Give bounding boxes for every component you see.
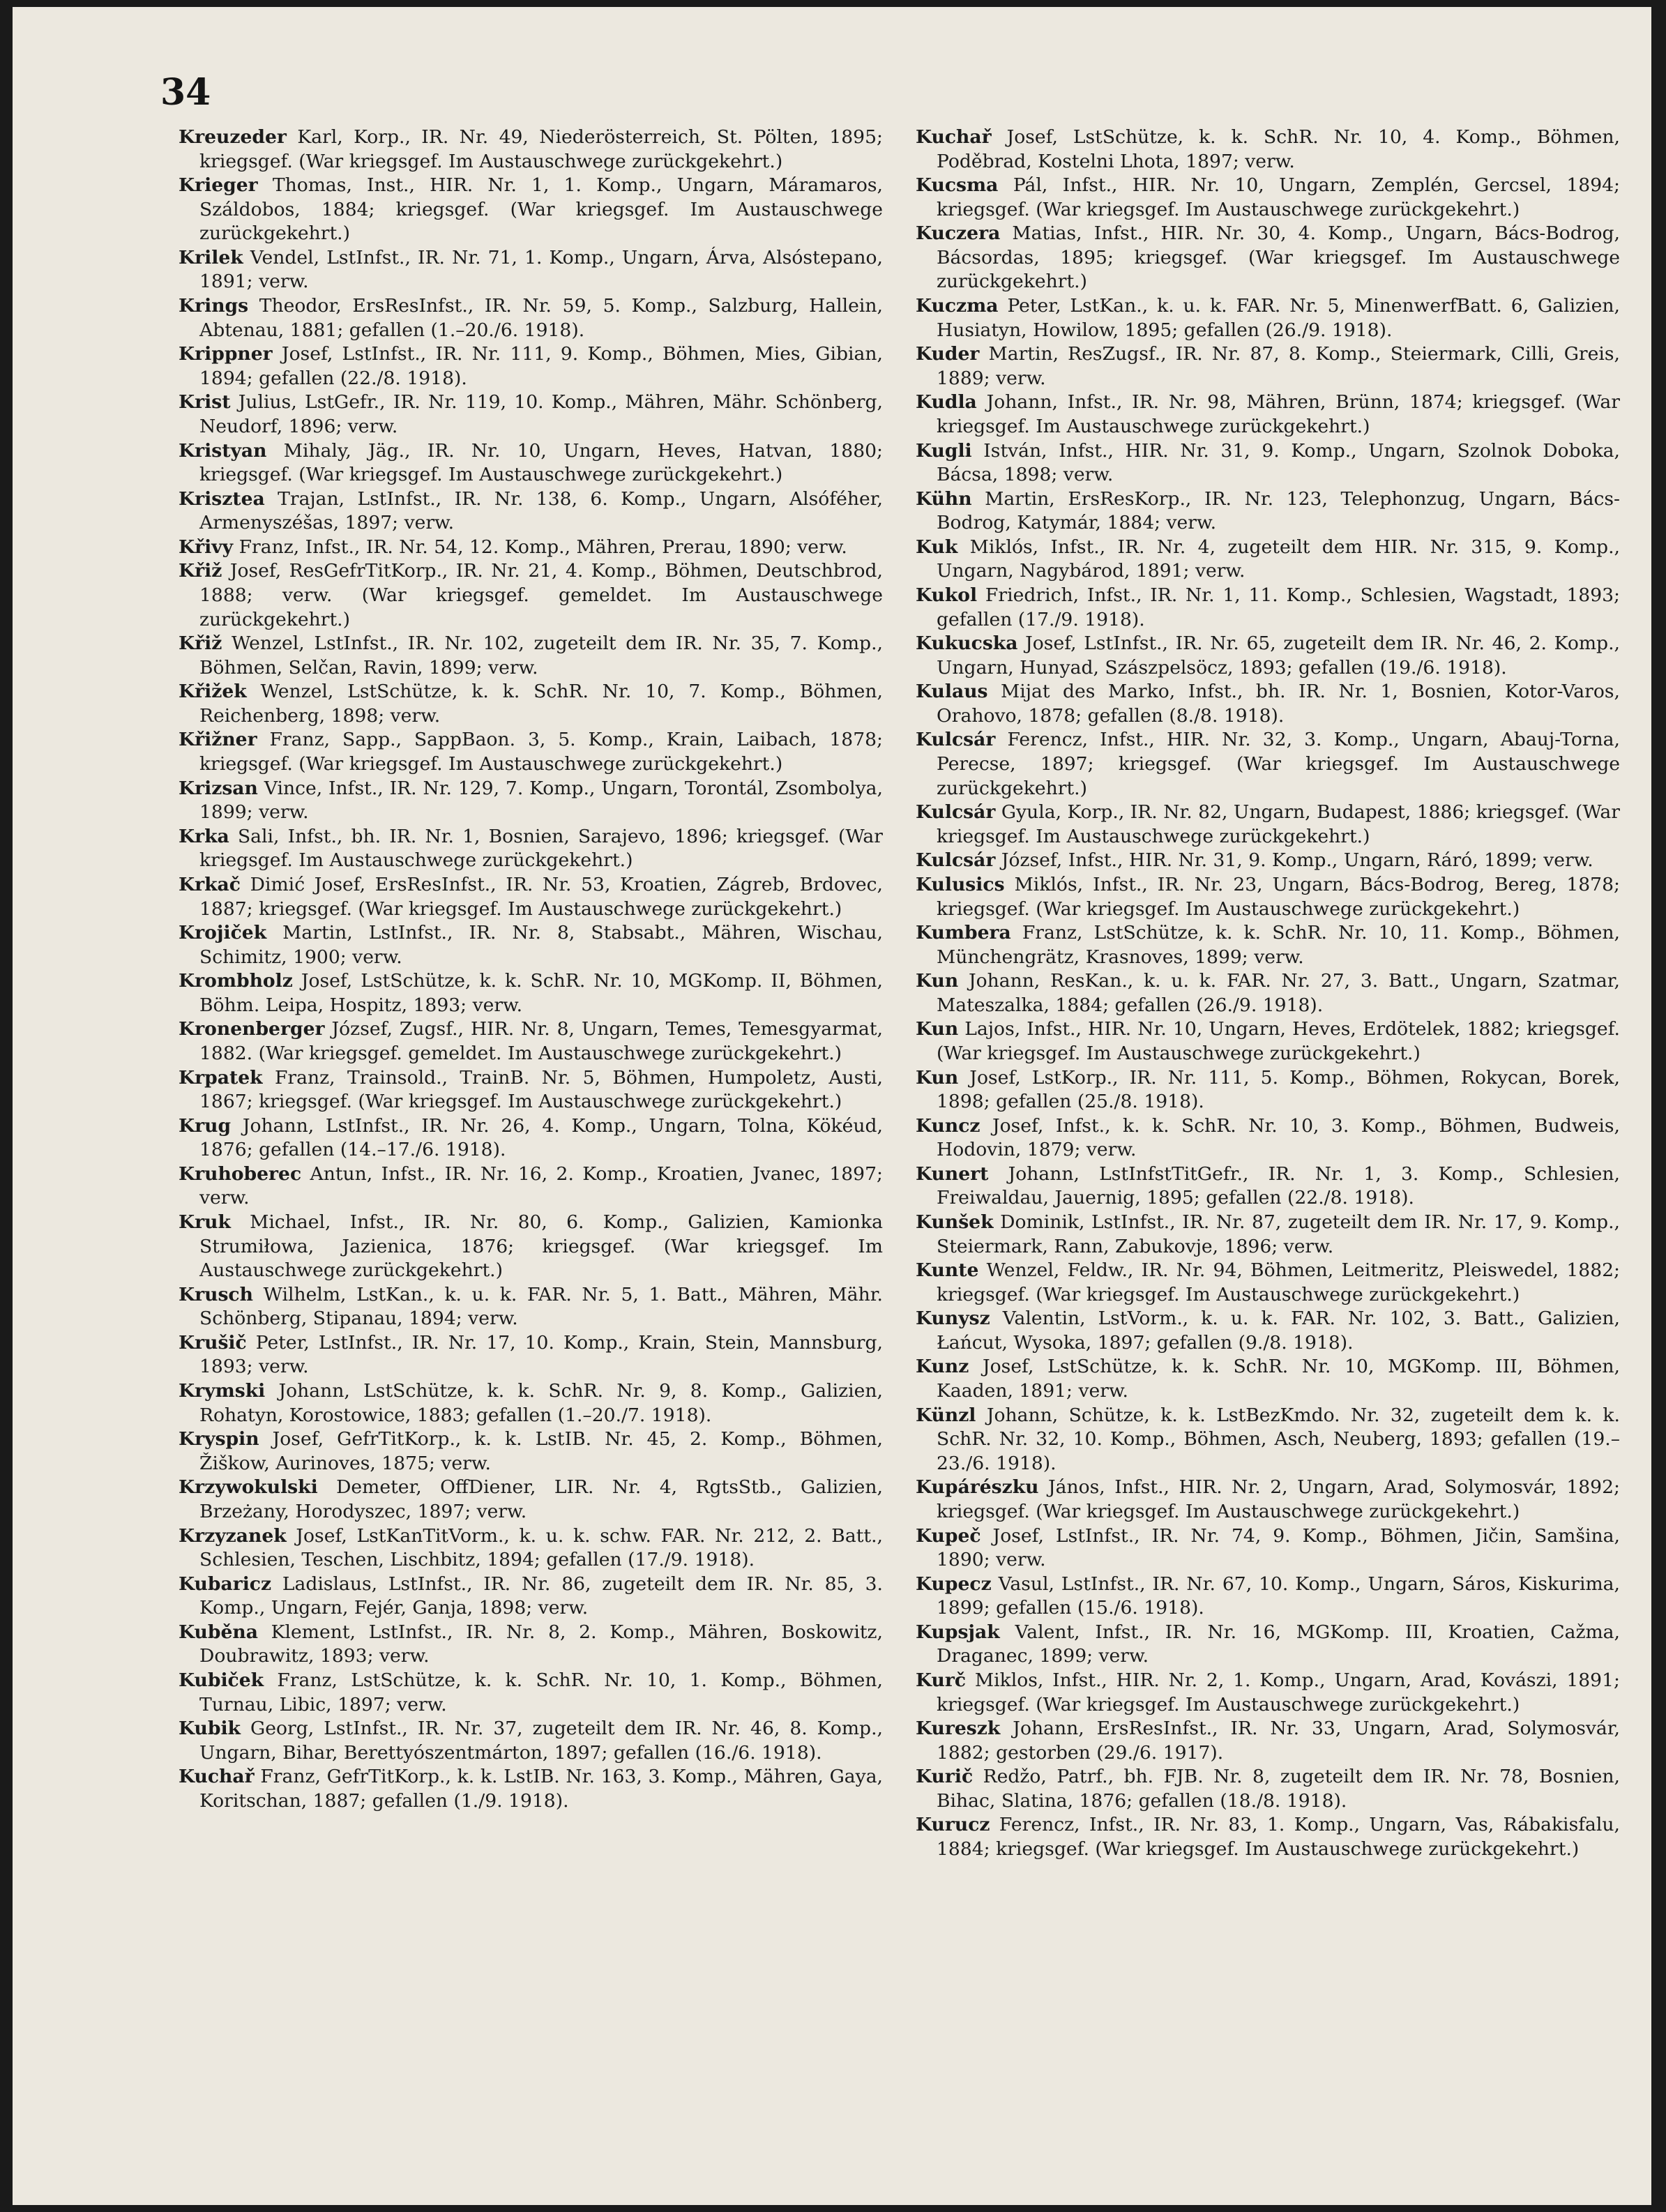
casualty-entry bbox=[179, 126, 883, 174]
entry-details: Trajan, LstInfst., IR. Nr. 138, 6. Komp., Ungarn, Alsóféher, Armenyszéšas, 1897; verw. bbox=[199, 487, 883, 534]
entry-surname: Krojiček bbox=[179, 922, 267, 944]
entry-surname: Kukol bbox=[916, 584, 978, 606]
casualty-entry bbox=[179, 825, 883, 873]
entry-details: Valentin, LstVorm., k. u. k. FAR. Nr. 102, 3. Batt., Galizien, Łańcut, Wysoka, 1897; gefallen (9./8. 1918). bbox=[937, 1308, 1620, 1354]
entry-details: Wilhelm, LstKan., k. u. k. FAR. Nr. 5, 1. Batt., Mähren, Mähr. Schönberg, Stipanau, 1894; verw. bbox=[199, 1283, 883, 1330]
entry-surname: Kronenberger bbox=[179, 1018, 325, 1040]
casualty-entry bbox=[916, 391, 1620, 439]
entry-details: Franz, Sapp., SappBaon. 3, 5. Komp., Krain, Laibach, 1878; kriegsgef. (War kriegsgef. Im Austauschwege zurückgekehrt.) bbox=[199, 729, 883, 775]
casualty-entry bbox=[916, 969, 1620, 1017]
casualty-entry bbox=[179, 1114, 883, 1162]
casualty-entry bbox=[179, 1162, 883, 1211]
casualty-entry bbox=[179, 342, 883, 391]
entry-details: Ferencz, Infst., HIR. Nr. 32, 3. Komp., Ungarn, Abauj-Torna, Perecse, 1897; kriegsgef. (War kriegsgef. Im Austauschwege zurückgekehrt.) bbox=[937, 729, 1620, 799]
entry-surname: Kuk bbox=[916, 536, 958, 558]
entry-details: Johann, Infst., IR. Nr. 98, Mähren, Brünn, 1874; kriegsgef. (War kriegsgef. Im Austauschwege zurückgekehrt.) bbox=[937, 391, 1620, 437]
entry-details: Ladislaus, LstInfst., IR. Nr. 86, zugeteilt dem IR. Nr. 85, 3. Komp., Ungarn, Fejér, Ganja, 1898; verw. bbox=[199, 1573, 883, 1619]
entry-surname: Kugli bbox=[916, 439, 972, 462]
entry-details: István, Infst., HIR. Nr. 31, 9. Komp., Ungarn, Szolnok Doboka, Bácsa, 1898; verw. bbox=[937, 439, 1620, 486]
entry-surname: Krieger bbox=[179, 174, 258, 197]
casualty-entry bbox=[916, 873, 1620, 921]
entry-details: Demeter, OffDiener, LIR. Nr. 4, RgtsStb., Galizien, Brzeżany, Horodyszec, 1897; verw. bbox=[199, 1476, 883, 1522]
casualty-entry bbox=[916, 801, 1620, 849]
entry-surname: Kulcsár bbox=[916, 801, 996, 824]
casualty-entry bbox=[179, 1476, 883, 1524]
entry-details: Martin, LstInfst., IR. Nr. 8, Stabsabt., Mähren, Wischau, Schimitz, 1900; verw. bbox=[199, 922, 883, 968]
casualty-entry bbox=[916, 849, 1620, 873]
entry-details: Miklós, Infst., IR. Nr. 23, Ungarn, Bács-Bodrog, Bereg, 1878; kriegsgef. (War kriegsgef. Im Austauschwege zurückgekehrt.) bbox=[937, 873, 1620, 920]
casualty-entry bbox=[179, 246, 883, 294]
entry-surname: Kupecz bbox=[916, 1573, 992, 1595]
casualty-entry bbox=[179, 632, 883, 680]
entry-details: Martin, ResZugsf., IR. Nr. 87, 8. Komp., Steiermark, Cilli, Greis, 1889; verw. bbox=[937, 343, 1620, 389]
casualty-entry bbox=[179, 921, 883, 969]
casualty-entry bbox=[916, 1211, 1620, 1259]
entry-surname: Křižner bbox=[179, 729, 257, 751]
entry-surname: Kunert bbox=[916, 1162, 989, 1185]
entry-surname: Kurč bbox=[916, 1669, 967, 1691]
casualty-entry bbox=[916, 222, 1620, 294]
casualty-entry bbox=[916, 632, 1620, 680]
entry-surname: Kühn bbox=[916, 487, 972, 510]
entry-surname: Kupsjak bbox=[916, 1621, 1000, 1643]
casualty-entry bbox=[179, 1331, 883, 1379]
casualty-entry bbox=[916, 126, 1620, 174]
casualty-entry bbox=[916, 342, 1620, 391]
entry-details: Franz, Infst., IR. Nr. 54, 12. Komp., Mähren, Prerau, 1890; verw. bbox=[238, 536, 847, 558]
casualty-entry bbox=[916, 1162, 1620, 1211]
casualty-entry bbox=[179, 174, 883, 246]
entry-surname: Kurucz bbox=[916, 1814, 990, 1836]
casualty-entry bbox=[179, 536, 883, 560]
entry-details: Redžo, Patrf., bh. FJB. Nr. 8, zugeteilt dem IR. Nr. 78, Bosnien, Bihac, Slatina, 1876; gefallen (18./8. 1918). bbox=[937, 1766, 1620, 1812]
entry-surname: Kuncz bbox=[916, 1114, 980, 1137]
entry-surname: Kubik bbox=[179, 1718, 241, 1740]
entry-details: Antun, Infst., IR. Nr. 16, 2. Komp., Kroatien, Jvanec, 1897; verw. bbox=[199, 1162, 883, 1209]
entry-surname: Kulcsár bbox=[916, 849, 996, 872]
casualty-entry bbox=[179, 1427, 883, 1476]
entry-details: Klement, LstInfst., IR. Nr. 8, 2. Komp., Mähren, Boskowitz, Doubrawitz, 1893; verw. bbox=[199, 1621, 883, 1667]
entry-surname: Kulcsár bbox=[916, 729, 996, 751]
casualty-entry bbox=[916, 1621, 1620, 1669]
entry-details: Miklos, Infst., HIR. Nr. 2, 1. Komp., Ungarn, Arad, Kovászi, 1891; kriegsgef. (War kriegsgef. Im Austauschwege zurückgekehrt.) bbox=[937, 1669, 1620, 1715]
entry-details: Johann, LstInfstTitGefr., IR. Nr. 1, 3. Komp., Schlesien, Freiwaldau, Jauernig, 1895; gefallen (22./8. 1918). bbox=[937, 1162, 1620, 1209]
entry-surname: Kuchař bbox=[916, 126, 992, 148]
entry-surname: Krusch bbox=[179, 1283, 253, 1305]
entry-surname: Kruhoberec bbox=[179, 1162, 302, 1185]
entry-details: Josef, LstInfst., IR. Nr. 74, 9. Komp., Böhmen, Jičin, Samšina, 1890; verw. bbox=[937, 1524, 1620, 1571]
entry-surname: Kuchař bbox=[179, 1766, 255, 1788]
casualty-entry bbox=[916, 1717, 1620, 1765]
entry-surname: Kuczma bbox=[916, 295, 999, 317]
casualty-entry bbox=[179, 680, 883, 728]
casualty-entry bbox=[179, 1573, 883, 1621]
entry-details: Georg, LstInfst., IR. Nr. 37, zugeteilt dem IR. Nr. 46, 8. Komp., Ungarn, Bihar, Berettyószentmárton, 1897; gefallen (16./6. 1918). bbox=[199, 1718, 883, 1764]
entry-details: Miklós, Infst., IR. Nr. 4, zugeteilt dem HIR. Nr. 315, 9. Komp., Ungarn, Nagybárod, 1891; verw. bbox=[937, 536, 1620, 582]
entry-details: Vince, Infst., IR. Nr. 129, 7. Komp., Ungarn, Torontál, Zsombolya, 1899; verw. bbox=[199, 777, 883, 824]
entry-surname: Krkač bbox=[179, 873, 241, 895]
entry-surname: Kunysz bbox=[916, 1308, 990, 1330]
casualty-entry bbox=[179, 777, 883, 825]
right-column bbox=[916, 126, 1620, 2190]
entry-surname: Křiž bbox=[179, 560, 222, 582]
entry-surname: Kruk bbox=[179, 1211, 231, 1234]
entry-details: Sali, Infst., bh. IR. Nr. 1, Bosnien, Sarajevo, 1896; kriegsgef. (War kriegsgef. Im Austauschwege zurückgekehrt.) bbox=[199, 825, 883, 872]
entry-details: János, Infst., HIR. Nr. 2, Ungarn, Arad, Solymosvár, 1892; kriegsgef. (War kriegsgef. Im Austauschwege zurückgekehrt.) bbox=[937, 1476, 1620, 1522]
entry-details: Matias, Infst., HIR. Nr. 30, 4. Komp., Ungarn, Bács-Bodrog, Bácsordas, 1895; kriegsgef. (War kriegsgef. Im Austauschwege zurückgekehrt.) bbox=[937, 222, 1620, 293]
entry-surname: Kristyan bbox=[179, 439, 267, 462]
casualty-entry bbox=[179, 1765, 883, 1813]
entry-details: Franz, LstSchütze, k. k. SchR. Nr. 10, 1. Komp., Böhmen, Turnau, Libic, 1897; verw. bbox=[199, 1669, 883, 1715]
entry-details: Wenzel, LstSchütze, k. k. SchR. Nr. 10, 7. Komp., Böhmen, Reichenberg, 1898; verw. bbox=[199, 681, 883, 727]
entry-surname: Krings bbox=[179, 295, 249, 317]
entry-surname: Kryspin bbox=[179, 1428, 259, 1450]
entry-surname: Krka bbox=[179, 825, 229, 847]
entry-details: Josef, ResGefrTitKorp., IR. Nr. 21, 4. Komp., Böhmen, Deutschbrod, 1888; verw. (War kriegsgef. gemeldet. Im Austauschwege zurückgekehrt.) bbox=[199, 560, 883, 630]
entry-details: Franz, GefrTitKorp., k. k. LstIB. Nr. 163, 3. Komp., Mähren, Gaya, Koritschan, 1887; gefallen (1./9. 1918). bbox=[199, 1766, 883, 1812]
entry-details: Dominik, LstInfst., IR. Nr. 87, zugeteilt dem IR. Nr. 17, 9. Komp., Steiermark, Rann, Zabukovje, 1896; verw. bbox=[937, 1211, 1620, 1257]
entry-surname: Krzyzanek bbox=[179, 1524, 287, 1547]
entry-details: Mihaly, Jäg., IR. Nr. 10, Ungarn, Heves, Hatvan, 1880; kriegsgef. (War kriegsgef. Im Austauschwege zurückgekehrt.) bbox=[199, 439, 883, 486]
entry-details: Josef, LstInfst., IR. Nr. 65, zugeteilt dem IR. Nr. 46, 2. Komp., Ungarn, Hunyad, Szászpelsöcz, 1893; gefallen (19./6. 1918). bbox=[937, 632, 1620, 679]
casualty-entry bbox=[179, 487, 883, 536]
casualty-entry bbox=[916, 680, 1620, 728]
casualty-entry bbox=[916, 487, 1620, 536]
entry-surname: Kunz bbox=[916, 1356, 969, 1378]
casualty-entry bbox=[916, 1066, 1620, 1114]
entry-details: Thomas, Inst., HIR. Nr. 1, 1. Komp., Ungarn, Máramaros, Száldobos, 1884; kriegsgef. (War kriegsgef. Im Austauschwege zurückgekehrt.) bbox=[199, 174, 883, 245]
entry-surname: Krisztea bbox=[179, 487, 265, 510]
casualty-entry bbox=[916, 1476, 1620, 1524]
entry-surname: Kupárészku bbox=[916, 1476, 1039, 1499]
entry-details: Franz, Trainsold., TrainB. Nr. 5, Böhmen, Humpoletz, Austi, 1867; kriegsgef. (War kriegsgef. Im Austauschwege zurückgekehrt.) bbox=[199, 1066, 883, 1113]
casualty-entry bbox=[179, 559, 883, 632]
entry-surname: Krist bbox=[179, 391, 231, 414]
casualty-entry bbox=[916, 1404, 1620, 1476]
entry-surname: Krzywokulski bbox=[179, 1476, 318, 1499]
entry-surname: Křižek bbox=[179, 681, 247, 703]
entry-surname: Krušič bbox=[179, 1331, 247, 1354]
entry-details: Theodor, ErsResInfst., IR. Nr. 59, 5. Komp., Salzburg, Hallein, Abtenau, 1881; gefallen (1.–20./6. 1918). bbox=[199, 295, 883, 341]
entry-details: József, Zugsf., HIR. Nr. 8, Ungarn, Temes, Temesgyarmat, 1882. (War kriegsgef. gemeldet. Im Austauschwege zurückgekehrt.) bbox=[199, 1018, 883, 1064]
entry-details: Wenzel, LstInfst., IR. Nr. 102, zugeteilt dem IR. Nr. 35, 7. Komp., Böhmen, Selčan, Ravin, 1899; verw. bbox=[199, 632, 883, 679]
entry-details: Franz, LstSchütze, k. k. SchR. Nr. 10, 11. Komp., Böhmen, Münchengrätz, Krasnoves, 1899; verw. bbox=[937, 922, 1620, 968]
casualty-entry bbox=[916, 1669, 1620, 1717]
entry-details: Johann, Schütze, k. k. LstBezKmdo. Nr. 32, zugeteilt dem k. k. SchR. Nr. 32, 10. Komp., Böhmen, Asch, Neuberg, 1893; gefallen (19.–23./6. 1918). bbox=[937, 1404, 1620, 1474]
entry-surname: Kubiček bbox=[179, 1669, 264, 1691]
entry-details: Johann, ResKan., k. u. k. FAR. Nr. 27, 3. Batt., Ungarn, Szatmar, Mateszalka, 1884; gefallen (26./9. 1918). bbox=[937, 970, 1620, 1016]
entry-details: Dimić Josef, ErsResInfst., IR. Nr. 53, Kroatien, Zágreb, Brdovec, 1887; kriegsgef. (War kriegsgef. Im Austauschwege zurückgekehrt.) bbox=[199, 873, 883, 920]
entry-surname: Krpatek bbox=[179, 1066, 263, 1089]
entry-surname: Kulaus bbox=[916, 681, 988, 703]
entry-details: Josef, LstKanTitVorm., k. u. k. schw. FAR. Nr. 212, 2. Batt., Schlesien, Teschen, Lischbitz, 1894; gefallen (17./9. 1918). bbox=[199, 1524, 883, 1571]
casualty-entry bbox=[179, 1379, 883, 1427]
entry-surname: Kurič bbox=[916, 1766, 974, 1788]
entry-details: Karl, Korp., IR. Nr. 49, Niederösterreich, St. Pölten, 1895; kriegsgef. (War kriegsgef. Im Austauschwege zurückgekehrt.) bbox=[199, 126, 883, 172]
entry-surname: Kunte bbox=[916, 1259, 979, 1282]
casualty-entry bbox=[179, 1669, 883, 1717]
entry-surname: Kukucska bbox=[916, 632, 1018, 655]
entry-surname: Křivy bbox=[179, 536, 234, 558]
casualty-entry bbox=[179, 439, 883, 487]
entry-surname: Kuczera bbox=[916, 222, 1001, 245]
casualty-entry bbox=[916, 1813, 1620, 1861]
entry-details: Pál, Infst., HIR. Nr. 10, Ungarn, Zemplén, Gercsel, 1894; kriegsgef. (War kriegsgef. Im Austauschwege zurückgekehrt.) bbox=[937, 174, 1620, 220]
entry-surname: Kulusics bbox=[916, 873, 1005, 895]
entry-surname: Krug bbox=[179, 1114, 232, 1137]
entry-details: Martin, ErsResKorp., IR. Nr. 123, Telephonzug, Ungarn, Bács-Bodrog, Katymár, 1884; verw. bbox=[937, 487, 1620, 534]
entry-surname: Kun bbox=[916, 1066, 959, 1089]
left-column bbox=[179, 126, 883, 2190]
casualty-entry bbox=[916, 1114, 1620, 1162]
casualty-entry bbox=[916, 1524, 1620, 1573]
entry-details: Josef, LstKorp., IR. Nr. 111, 5. Komp., Böhmen, Rokycan, Borek, 1898; gefallen (25./8. 1918). bbox=[937, 1066, 1620, 1113]
entry-details: Josef, GefrTitKorp., k. k. LstIB. Nr. 45, 2. Komp., Böhmen, Žiškow, Aurinoves, 1875; verw. bbox=[199, 1428, 883, 1474]
entry-details: Vendel, LstInfst., IR. Nr. 71, 1. Komp., Ungarn, Árva, Alsóstepano, 1891; verw. bbox=[199, 246, 883, 293]
casualty-entry bbox=[179, 1621, 883, 1669]
entry-surname: Krilek bbox=[179, 246, 243, 268]
casualty-entry bbox=[179, 294, 883, 342]
casualty-entry bbox=[179, 1283, 883, 1331]
casualty-entry bbox=[179, 969, 883, 1017]
casualty-entry bbox=[179, 1717, 883, 1765]
entry-details: Josef, LstSchütze, k. k. SchR. Nr. 10, 4. Komp., Böhmen, Poděbrad, Kostelni Lhota, 1897; verw. bbox=[937, 126, 1620, 172]
entry-surname: Krizsan bbox=[179, 777, 258, 799]
entry-surname: Křiž bbox=[179, 632, 222, 655]
entry-surname: Kreuzeder bbox=[179, 126, 287, 148]
casualty-entry bbox=[179, 1211, 883, 1283]
entry-surname: Krymski bbox=[179, 1380, 266, 1402]
casualty-entry bbox=[179, 1066, 883, 1114]
entry-details: Gyula, Korp., IR. Nr. 82, Ungarn, Budapest, 1886; kriegsgef. (War kriegsgef. Im Austauschwege zurückgekehrt.) bbox=[937, 801, 1620, 847]
entry-surname: Krombholz bbox=[179, 970, 293, 992]
entry-details: Josef, LstSchütze, k. k. SchR. Nr. 10, MGKomp. III, Böhmen, Kaaden, 1891; verw. bbox=[937, 1356, 1620, 1402]
casualty-entry bbox=[916, 536, 1620, 584]
casualty-entry bbox=[179, 391, 883, 439]
casualty-entry bbox=[916, 1573, 1620, 1621]
casualty-entry bbox=[179, 728, 883, 776]
entry-surname: Kuběna bbox=[179, 1621, 258, 1643]
casualty-entry bbox=[916, 174, 1620, 222]
casualty-entry bbox=[916, 1765, 1620, 1813]
entry-details: Josef, LstInfst., IR. Nr. 111, 9. Komp., Böhmen, Mies, Gibian, 1894; gefallen (22./8. 1918). bbox=[199, 343, 883, 389]
entry-details: Valent, Infst., IR. Nr. 16, MGKomp. III, Kroatien, Cažma, Draganec, 1899; verw. bbox=[937, 1621, 1620, 1667]
entry-details: Ferencz, Infst., IR. Nr. 83, 1. Komp., Ungarn, Vas, Rábakisfalu, 1884; kriegsgef. (War kriegsgef. Im Austauschwege zurückgekehrt.) bbox=[937, 1814, 1620, 1861]
entry-details: Josef, LstSchütze, k. k. SchR. Nr. 10, MGKomp. II, Böhmen, Böhm. Leipa, Hospitz, 1893; verw. bbox=[199, 970, 883, 1016]
entry-details: Michael, Infst., IR. Nr. 80, 6. Komp., Galizien, Kamionka Strumiłowa, Jazienica, 1876; kriegsgef. (War kriegsgef. Im Austauschwege zurückgekehrt.) bbox=[199, 1211, 883, 1282]
casualty-entry bbox=[916, 294, 1620, 342]
entry-details: Peter, LstInfst., IR. Nr. 17, 10. Komp., Krain, Stein, Mannsburg, 1893; verw. bbox=[199, 1331, 883, 1378]
casualty-entry bbox=[179, 873, 883, 921]
entry-details: Lajos, Infst., HIR. Nr. 10, Ungarn, Heves, Erdötelek, 1882; kriegsgef. (War kriegsgef. Im Austauschwege zurückgekehrt.) bbox=[937, 1018, 1620, 1064]
entry-surname: Kunšek bbox=[916, 1211, 994, 1234]
casualty-entry bbox=[916, 439, 1620, 487]
entry-surname: Kun bbox=[916, 970, 959, 992]
entry-surname: Krippner bbox=[179, 343, 273, 365]
casualty-entry bbox=[916, 921, 1620, 969]
entry-details: Josef, Infst., k. k. SchR. Nr. 10, 3. Komp., Böhmen, Budweis, Hodovin, 1879; verw. bbox=[937, 1114, 1620, 1161]
casualty-entry bbox=[916, 1017, 1620, 1066]
casualty-entry bbox=[916, 584, 1620, 632]
entry-surname: Kuder bbox=[916, 343, 980, 365]
entry-details: Julius, LstGefr., IR. Nr. 119, 10. Komp., Mähren, Mähr. Schönberg, Neudorf, 1896; verw. bbox=[199, 391, 883, 437]
casualty-entry bbox=[179, 1524, 883, 1573]
entry-details: Johann, LstInfst., IR. Nr. 26, 4. Komp., Ungarn, Tolna, Kökéud, 1876; gefallen (14.–17./6. 1918). bbox=[199, 1114, 883, 1161]
entry-details: József, Infst., HIR. Nr. 31, 9. Komp., Ungarn, Ráró, 1899; verw. bbox=[1001, 849, 1593, 872]
entry-surname: Künzl bbox=[916, 1404, 976, 1426]
casualty-entry bbox=[916, 1307, 1620, 1355]
entry-details: Mijat des Marko, Infst., bh. IR. Nr. 1, Bosnien, Kotor-Varos, Orahovo, 1878; gefallen (8./8. 1918). bbox=[937, 681, 1620, 727]
casualty-entry bbox=[916, 1355, 1620, 1403]
entry-surname: Kucsma bbox=[916, 174, 999, 197]
entry-details: Friedrich, Infst., IR. Nr. 1, 11. Komp., Schlesien, Wagstadt, 1893; gefallen (17./9. 1918). bbox=[937, 584, 1620, 630]
entry-surname: Kun bbox=[916, 1018, 959, 1040]
entry-surname: Kureszk bbox=[916, 1718, 1001, 1740]
casualty-entry bbox=[179, 1017, 883, 1066]
document-page bbox=[13, 7, 1651, 2205]
entry-details: Johann, LstSchütze, k. k. SchR. Nr. 9, 8. Komp., Galizien, Rohatyn, Korostowice, 1883; gefallen (1.–20./7. 1918). bbox=[199, 1380, 883, 1426]
entry-details: Vasul, LstInfst., IR. Nr. 67, 10. Komp., Ungarn, Sáros, Kiskurima, 1899; gefallen (15./6. 1918). bbox=[937, 1573, 1620, 1619]
page-number: 34 bbox=[160, 71, 211, 114]
entry-details: Peter, LstKan., k. u. k. FAR. Nr. 5, MinenwerfBatt. 6, Galizien, Husiatyn, Howilow, 1895; gefallen (26./9. 1918). bbox=[937, 295, 1620, 341]
entry-surname: Kumbera bbox=[916, 922, 1011, 944]
entry-details: Johann, ErsResInfst., IR. Nr. 33, Ungarn, Arad, Solymosvár, 1882; gestorben (29./6. 1917). bbox=[937, 1718, 1620, 1764]
entry-surname: Kupeč bbox=[916, 1524, 981, 1547]
entry-details: Wenzel, Feldw., IR. Nr. 94, Böhmen, Leitmeritz, Pleiswedel, 1882; kriegsgef. (War kriegsgef. Im Austauschwege zurückgekehrt.) bbox=[937, 1259, 1620, 1305]
casualty-entry bbox=[916, 728, 1620, 801]
entry-surname: Kubaricz bbox=[179, 1573, 272, 1595]
casualty-entry bbox=[916, 1259, 1620, 1307]
entry-surname: Kudla bbox=[916, 391, 977, 414]
